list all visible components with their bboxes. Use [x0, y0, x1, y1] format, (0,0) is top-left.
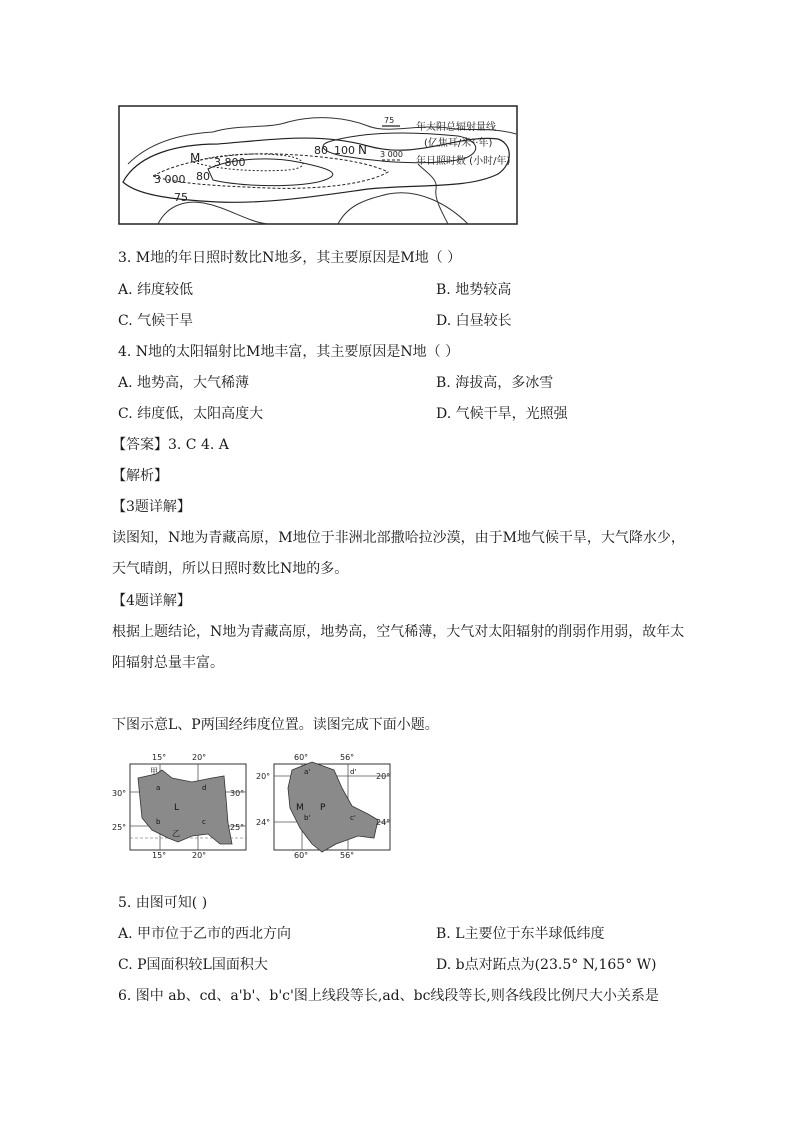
question-4-stem: 4. N地的太阳辐射比M地丰富，其主要原因是N地（ ）: [118, 344, 460, 360]
left-lat-30-right: 30°: [230, 789, 245, 798]
right-lon-56-top: 56°: [340, 753, 355, 762]
question-5-stem: 5. 由图可知( ): [118, 895, 208, 911]
map-label-3800: 3 800: [214, 156, 246, 169]
question-5-option-b: B. L主要位于东半球低纬度: [436, 926, 605, 942]
question-3-stem: 3. M地的年日照时数比N地多，其主要原因是M地（ ）: [118, 250, 462, 266]
right-point-a: a': [304, 768, 311, 776]
q4-detail-line-1: 根据上题结论，N地为青藏高原，地势高，空气稀薄，大气对太阳辐射的削弱作用弱，故年太: [112, 624, 685, 640]
question-4-option-a: A. 地势高，大气稀薄: [118, 375, 250, 391]
solar-radiation-map: [118, 104, 638, 228]
left-lon-20-top: 20°: [192, 753, 207, 762]
left-point-a: a: [156, 784, 161, 792]
right-lon-60-bottom: 60°: [294, 851, 309, 860]
q3-detail-line-2: 天气晴朗，所以日照时数比N地的多。: [112, 561, 349, 577]
analysis-title: 【解析】: [112, 468, 168, 484]
map-label-3000: 3 000: [154, 173, 186, 186]
question-6-stem: 6. 图中 ab、cd、a'b'、b'c'图上线段等长,ad、bc线段等长,则各线段比例尺大小关系是: [118, 988, 659, 1004]
left-lat-30: 30°: [112, 789, 127, 798]
right-lon-56-bottom: 56°: [340, 851, 355, 860]
left-country-label: L: [174, 803, 180, 813]
left-lon-15-bottom: 15°: [152, 851, 167, 860]
question-5-option-c: C. P国面积较L国面积大: [118, 957, 268, 973]
right-lat-20-right: 20°: [376, 772, 391, 781]
map-label-m: M: [190, 151, 201, 165]
question-3-option-b: B. 地势较高: [436, 282, 512, 298]
legend-radiation-text: 年太阳总辐射量线: [416, 122, 496, 133]
right-point-d: d': [350, 768, 357, 776]
legend-3000: 3 000: [380, 150, 403, 159]
q4-detail-line-2: 阳辐射总量丰富。: [112, 655, 224, 671]
question-3-option-d: D. 白昼较长: [436, 313, 512, 329]
right-lat-24: 24°: [256, 818, 271, 827]
q4-detail-title: 【4题详解】: [112, 593, 191, 609]
right-lon-60-top: 60°: [294, 753, 309, 762]
left-city-jia: 甲: [150, 767, 158, 776]
q3-detail-line-1: 读图知，N地为青藏高原，M地位于非洲北部撒哈拉沙漠，由于M地气候干旱，大气降水少，: [112, 530, 685, 546]
map-label-n: N: [358, 143, 367, 157]
answer-line: 【答案】3. C 4. A: [112, 437, 229, 453]
question-4-option-c: C. 纬度低，太阳高度大: [118, 406, 264, 422]
right-city-m: M: [296, 803, 304, 813]
q3-detail-title: 【3题详解】: [112, 499, 191, 515]
country-grid-maps: [112, 748, 412, 860]
left-lat-25-right: 25°: [230, 823, 245, 832]
question-4-option-b: B. 海拔高，多冰雪: [436, 375, 554, 391]
left-point-d: d: [202, 784, 207, 792]
map-label-75: 75: [174, 191, 188, 204]
section-intro: 下图示意L、P两国经纬度位置。读图完成下面小题。: [112, 717, 439, 733]
right-point-b: b': [304, 814, 311, 822]
question-5-option-a: A. 甲市位于乙市的西北方向: [118, 926, 292, 942]
map-label-80: 80: [196, 170, 210, 183]
map-label-80b: 80: [314, 144, 328, 157]
question-4-option-d: D. 气候干旱，光照强: [436, 406, 568, 422]
right-lat-20: 20°: [256, 772, 271, 781]
legend-radiation-unit: (亿焦耳/米²·年): [424, 138, 493, 149]
legend-sunshine-text: 年日照时数 (小时/年): [416, 156, 511, 167]
left-point-c: c: [202, 818, 206, 826]
question-5-option-d: D. b点对跖点为(23.5° N,165° W): [436, 957, 657, 973]
left-point-b: b: [156, 818, 161, 826]
right-point-c: c': [350, 814, 356, 822]
right-lat-24-right: 24°: [376, 818, 391, 827]
left-lon-20-bottom: 20°: [192, 851, 207, 860]
left-lon-15-top: 15°: [152, 753, 167, 762]
legend-75: 75: [384, 116, 395, 125]
question-3-option-c: C. 气候干旱: [118, 313, 194, 329]
right-country-label: P: [320, 803, 326, 813]
map-label-100: 100: [334, 144, 355, 157]
left-city-yi: 乙: [172, 829, 180, 838]
left-lat-25: 25°: [112, 823, 127, 832]
question-3-option-a: A. 纬度较低: [118, 282, 194, 298]
